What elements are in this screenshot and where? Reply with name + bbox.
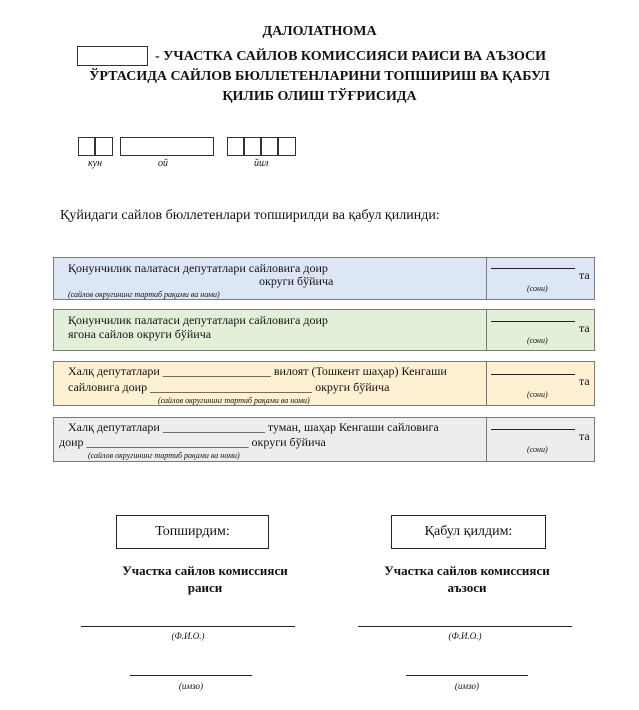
year-label: йил (254, 158, 269, 169)
subtitle-line-3: ҚИЛИБ ОЛИШ ТЎҒРИСИДА (222, 89, 417, 104)
row-2-count-field[interactable] (491, 321, 575, 322)
row-1-count-field[interactable] (491, 268, 575, 269)
document-title: ДАЛОЛАТНОМА (262, 24, 377, 39)
left-fio-line[interactable] (81, 626, 295, 627)
handed-over-box: Топширдим: (116, 515, 269, 549)
row-2-count-suffix: та (579, 321, 590, 335)
row-4-count-hint: (сони) (527, 445, 548, 454)
right-signature-label: (имзо) (454, 681, 480, 691)
ballot-row-4 (53, 417, 595, 462)
subtitle-line-2: ЎРТАСИДА САЙЛОВ БЮЛЛЕТЕНЛАРИНИ ТОПШИРИШ ВА ҚАБУЛ (89, 69, 550, 84)
right-fio-line[interactable] (358, 626, 572, 627)
row-4-count-suffix: та (579, 429, 590, 443)
year-digit-2[interactable] (244, 137, 261, 156)
row-1-hint: (сайлов округининг тартиб рақами ва номи) (68, 290, 220, 299)
left-role-line-2: раиси (187, 580, 223, 595)
day-digit-1[interactable] (78, 137, 95, 156)
row-3-hint: (сайлов округининг тартиб рақами ва номи) (158, 396, 310, 405)
row-4-count-field[interactable] (491, 429, 575, 430)
right-role-line-2: аъзоси (447, 580, 487, 595)
year-digit-1[interactable] (227, 137, 244, 156)
row-3-line-1: Халқ депутатлари __________________ вилоят (Тошкент шаҳар) Кенгаши (68, 364, 447, 378)
row-1-line-1: Қонунчилик палатаси депутатлари сайловига доир (68, 261, 328, 275)
row-4-hint: (сайлов округининг тартиб рақами ва номи) (88, 451, 240, 460)
month-field[interactable] (120, 137, 214, 156)
row-3-line-2: сайловига доир ___________________________ округи бўйича (68, 380, 390, 394)
row-1-line-2: округи бўйича (259, 274, 334, 288)
subtitle-line-1: - УЧАСТКА САЙЛОВ КОМИССИЯСИ РАИСИ ВА АЪЗОСИ (155, 49, 547, 64)
left-signature-line[interactable] (130, 675, 252, 676)
ballot-row-1 (53, 257, 595, 300)
row-2-line-1: Қонунчилик палатаси депутатлари сайловига доир (68, 313, 328, 327)
precinct-number-field[interactable] (77, 46, 148, 66)
month-label: ой (158, 158, 168, 169)
row-1-count-suffix: та (579, 268, 590, 282)
day-label: кун (88, 158, 103, 169)
row-1-count-hint: (сони) (527, 284, 548, 293)
row-2-count-hint: (сони) (527, 336, 548, 345)
left-role-line-1: Участка сайлов комиссияси (122, 563, 288, 578)
right-signature-line[interactable] (406, 675, 528, 676)
ballot-row-3 (53, 361, 595, 406)
row-3-count-suffix: та (579, 374, 590, 388)
row-3-count-field[interactable] (491, 374, 575, 375)
year-digit-4[interactable] (278, 137, 296, 156)
row-4-line-2: доир ___________________________ округи бўйича (59, 435, 326, 449)
intro-text: Қуйидаги сайлов бюллетенлари топширилди ва қабул қилинди: (60, 208, 440, 223)
received-box: Қабул қилдим: (391, 515, 546, 549)
left-fio-label: (Ф.И.О.) (171, 631, 205, 641)
left-signature-label: (имзо) (178, 681, 204, 691)
row-4-line-1: Халқ депутатлари _________________ туман, шаҳар Кенгаши сайловига (68, 420, 439, 434)
year-digit-3[interactable] (261, 137, 278, 156)
ballot-row-2 (53, 309, 595, 351)
day-digit-2[interactable] (95, 137, 113, 156)
row-2-line-2: ягона сайлов округи бўйича (68, 327, 212, 341)
right-role-line-1: Участка сайлов комиссияси (384, 563, 550, 578)
right-fio-label: (Ф.И.О.) (448, 631, 482, 641)
row-3-count-hint: (сони) (527, 390, 548, 399)
